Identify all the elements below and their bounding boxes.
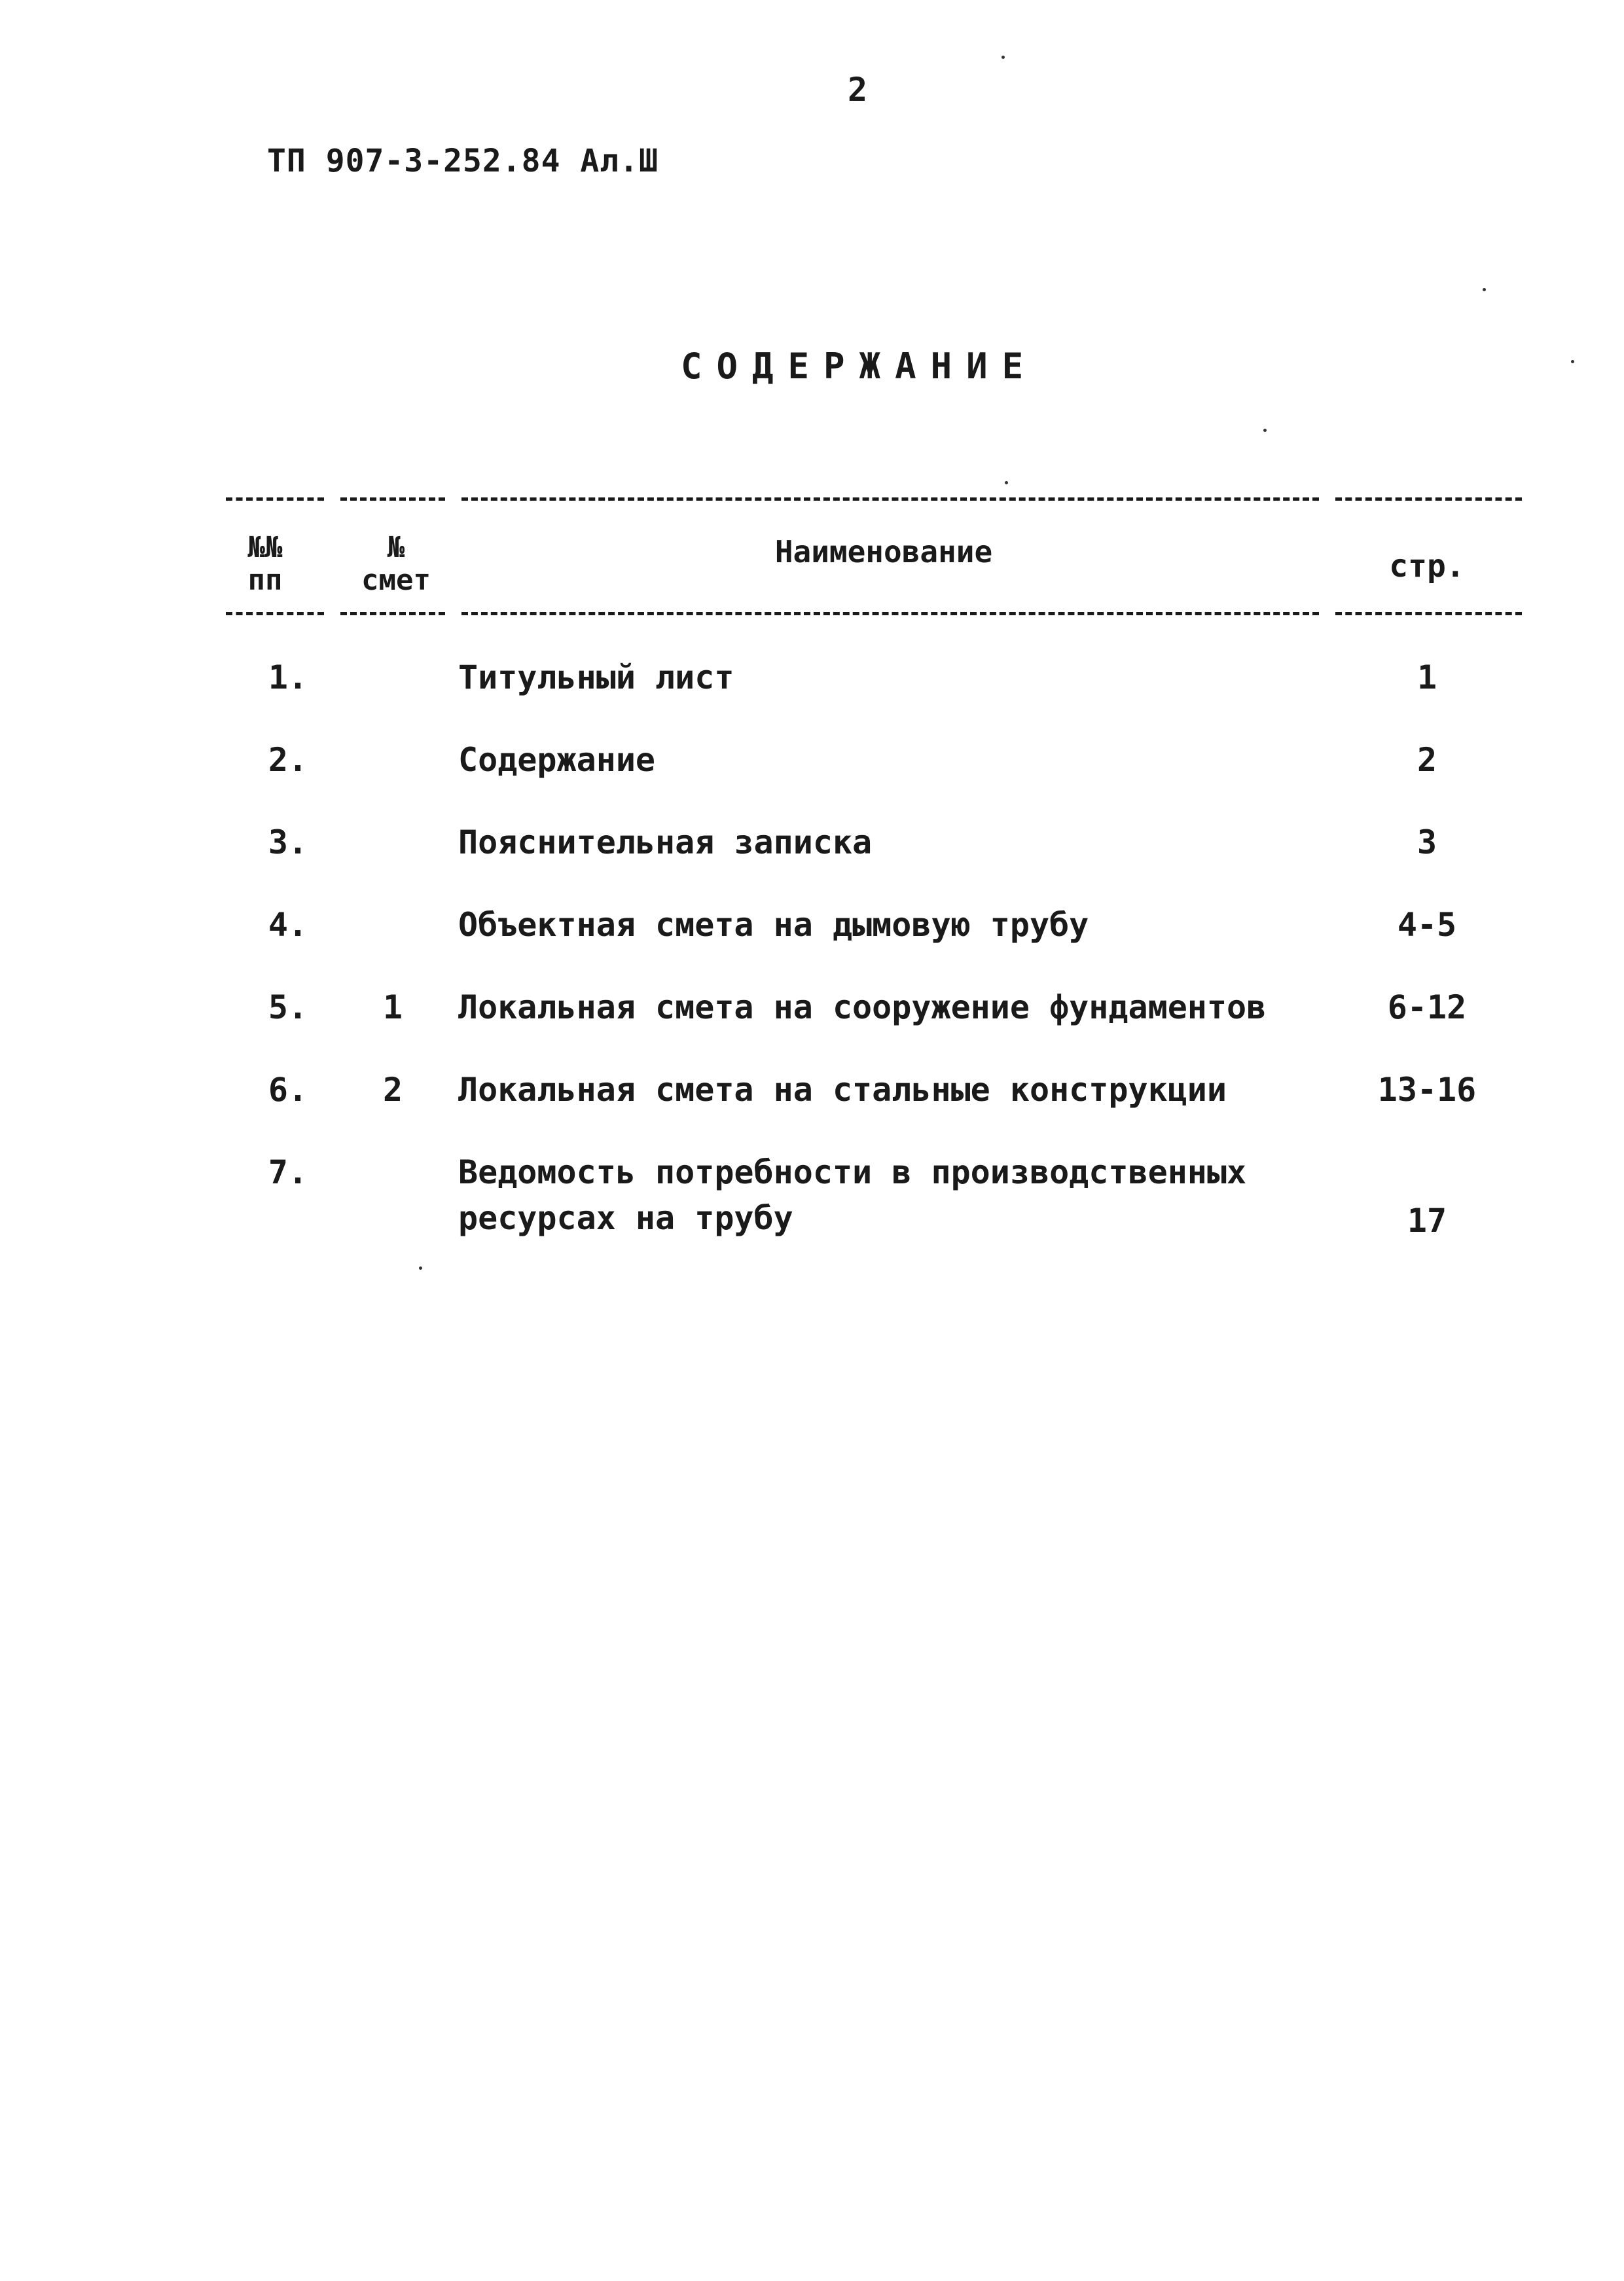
header-name: Наименование	[774, 534, 993, 569]
scan-speck	[1483, 288, 1486, 291]
table-header-rule-number	[226, 612, 324, 615]
row-page: 13-16	[1377, 1071, 1477, 1109]
row-page: 4-5	[1397, 906, 1457, 944]
table-header-rule-estimate	[340, 612, 445, 615]
header-estimate: № смет	[361, 531, 431, 597]
row-estimate: 1	[382, 988, 403, 1026]
page-title: СОДЕРЖАНИЕ	[681, 346, 1038, 387]
row-page: 6-12	[1387, 988, 1467, 1026]
table-header-rule-page	[1335, 612, 1522, 615]
row-number: 7.	[268, 1153, 308, 1191]
scan-speck	[1263, 429, 1267, 432]
row-estimate: 2	[382, 1071, 403, 1109]
row-name: Содержание	[458, 741, 656, 779]
row-name: Пояснительная записка	[458, 823, 873, 861]
row-number: 3.	[268, 823, 308, 861]
table-header-rule-name	[461, 612, 1319, 615]
row-number: 2.	[268, 741, 308, 779]
scan-speck	[1005, 481, 1008, 484]
row-page: 1	[1416, 658, 1437, 696]
row-name: Объектная смета на дымовую трубу	[458, 906, 1089, 944]
row-page: 2	[1416, 741, 1437, 779]
row-name: Титульный лист	[458, 658, 734, 696]
row-page: 17	[1407, 1202, 1447, 1240]
row-number: 5.	[268, 988, 308, 1026]
scan-speck	[419, 1266, 422, 1270]
table-top-rule-estimate	[340, 497, 445, 501]
scan-speck	[1571, 360, 1574, 363]
row-name: Локальная смета на сооружение фундаментов	[458, 988, 1267, 1026]
scan-speck	[1001, 56, 1005, 59]
row-number: 4.	[268, 906, 308, 944]
document-code: ТП 907-3-252.84 Ал.Ш	[267, 143, 659, 179]
header-number: №№ пп	[247, 531, 283, 597]
row-number: 6.	[268, 1071, 308, 1109]
page-number: 2	[848, 71, 868, 109]
row-name: Ведомость потребности в производственных ресурсах на трубу	[458, 1153, 1247, 1237]
table-top-rule-page	[1335, 497, 1522, 501]
row-name: Локальная смета на стальные конструкции	[458, 1071, 1227, 1109]
table-top-rule-number	[226, 497, 324, 501]
row-number: 1.	[268, 658, 308, 696]
row-page: 3	[1416, 823, 1437, 861]
header-page: стр.	[1389, 548, 1465, 584]
table-top-rule-name	[461, 497, 1319, 501]
